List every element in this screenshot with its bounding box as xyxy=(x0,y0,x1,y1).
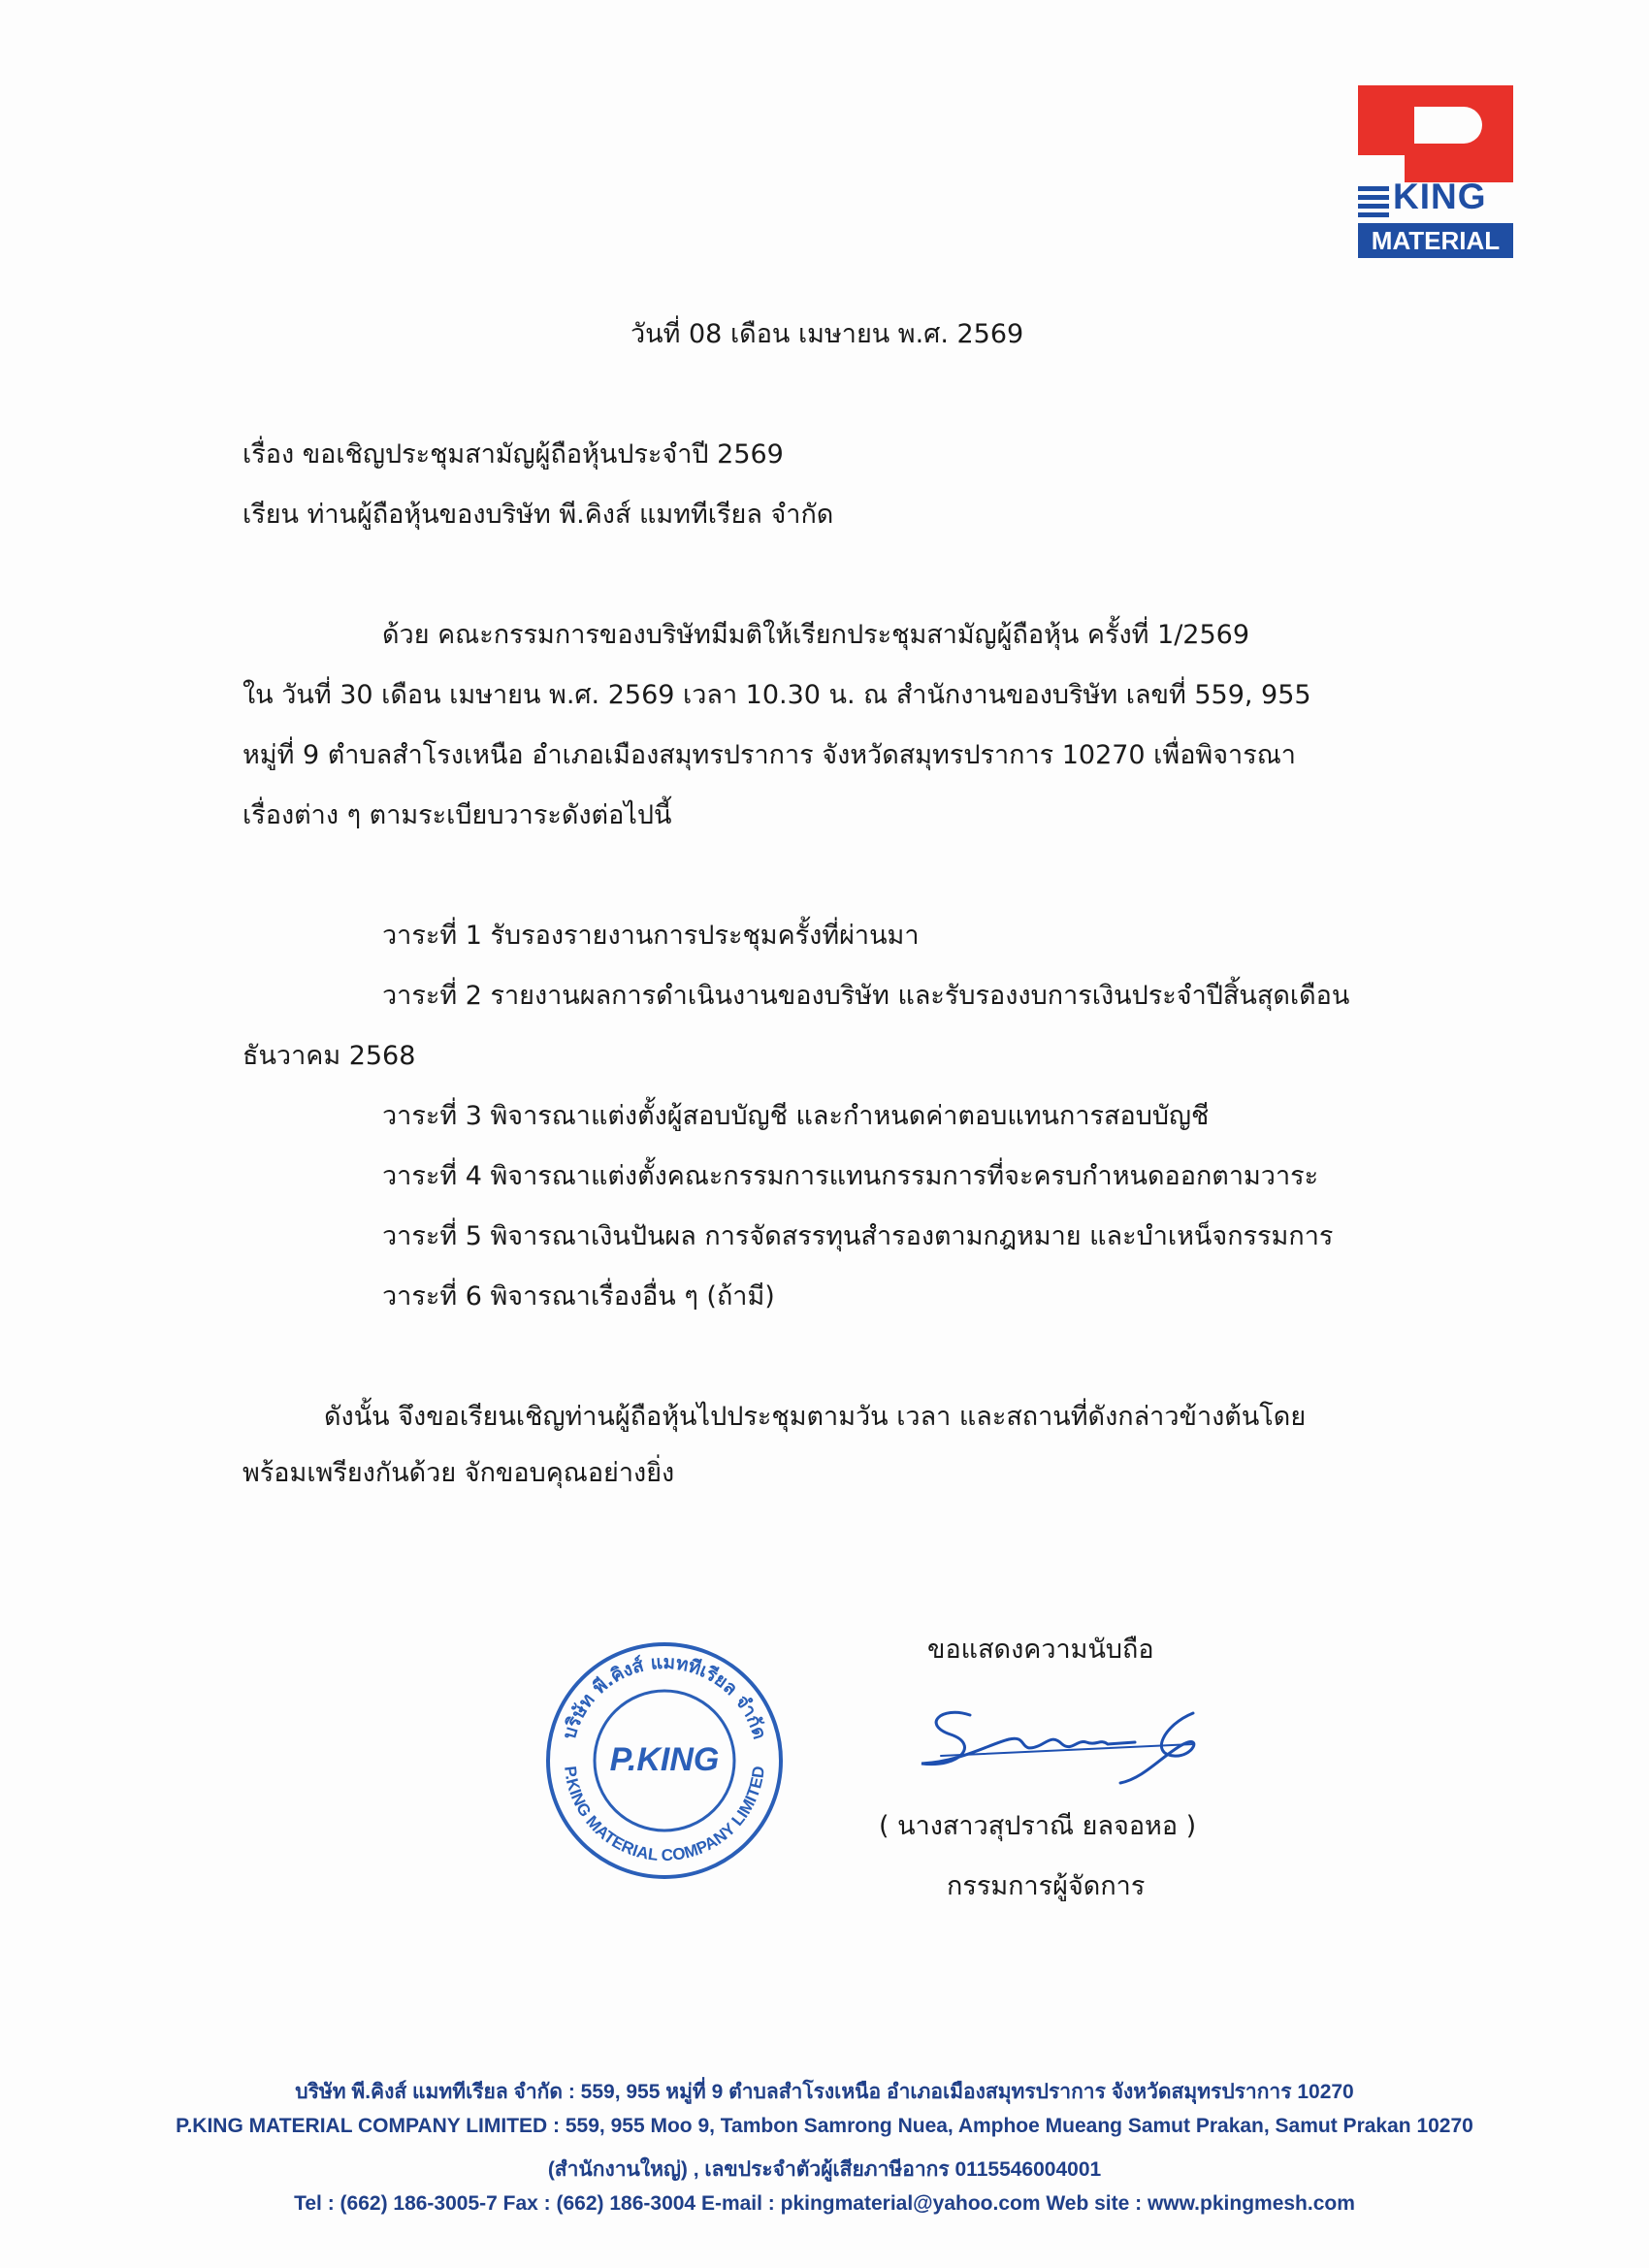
handwritten-signature xyxy=(902,1686,1222,1793)
logo-stripes xyxy=(1358,186,1389,221)
company-seal xyxy=(543,1639,786,1882)
signer-position: กรรมการผู้จัดการ xyxy=(947,1871,1146,1901)
seal-center-text: P.KING xyxy=(609,1741,720,1778)
letter-date: วันที่ 08 เดือน เมษายน พ.ศ. 2569 xyxy=(630,319,1024,349)
agenda-item: วาระที่ 6 พิจารณาเรื่องอื่น ๆ (ถ้ามี) xyxy=(382,1281,775,1312)
agenda-item: วาระที่ 1 รับรองรายงานการประชุมครั้งที่ผ่านมา xyxy=(382,921,920,951)
footer-address-en: P.KING MATERIAL COMPANY LIMITED : 559, 955 Moo 9, Tambon Samrong Nuea, Amphoe Mueang Samut Prakan, Samut Prakan 10270 xyxy=(176,2115,1473,2137)
body-line: เรื่องต่าง ๆ ตามระเบียบวาระดังต่อไปนี้ xyxy=(242,800,672,830)
body-line: หมู่ที่ 9 ตำบลสำโรงเหนือ อำเภอเมืองสมุทรปราการ จังหวัดสมุทรปราการ 10270 เพื่อพิจารณา xyxy=(242,740,1296,770)
closing-line: พร้อมเพรียงกันด้วย จักขอบคุณอย่างยิ่ง xyxy=(242,1458,675,1488)
body-line: ด้วย คณะกรรมการของบริษัทมีมติให้เรียกประชุมสามัญผู้ถือหุ้น ครั้งที่ 1/2569 xyxy=(382,620,1250,650)
body-line: ใน วันที่ 30 เดือน เมษายน พ.ศ. 2569 เวลา 10.30 น. ณ สำนักงานของบริษัท เลขที่ 559, 955 xyxy=(242,680,1311,710)
agenda-item: วาระที่ 4 พิจารณาแต่งตั้งคณะกรรมการแทนกรรมการที่จะครบกำหนดออกตามวาระ xyxy=(382,1161,1319,1191)
logo-material-text: MATERIAL xyxy=(1358,223,1513,258)
agenda-item: วาระที่ 5 พิจารณาเงินปันผล การจัดสรรทุนสำรองตามกฎหมาย และบำเหน็จกรรมการ xyxy=(382,1221,1334,1251)
agenda-item: วาระที่ 3 พิจารณาแต่งตั้งผู้สอบบัญชี และกำหนดค่าตอบแทนการสอบบัญชี xyxy=(382,1101,1210,1131)
letter-recipient: เรียน ท่านผู้ถือหุ้นของบริษัท พี.คิงส์ แมททีเรียล จำกัด xyxy=(242,500,834,530)
footer-contact: Tel : (662) 186-3005-7 Fax : (662) 186-3004 E-mail : pkingmaterial@yahoo.com Web site : www.pkingmesh.com xyxy=(294,2192,1355,2215)
seal-outer-text: บริษัท พี.คิงส์ แมททีเรียล จำกัด xyxy=(558,1651,771,1742)
agenda-item-continued: ธันวาคม 2568 xyxy=(242,1041,416,1071)
signoff-regards: ขอแสดงความนับถือ xyxy=(927,1635,1154,1665)
agenda-item: วาระที่ 2 รายงานผลการดำเนินงานของบริษัท และรับรองงบการเงินประจำปีสิ้นสุดเดือน xyxy=(382,981,1350,1011)
signer-name: ( นางสาวสุปราณี ยลจอหอ ) xyxy=(879,1811,1197,1841)
seal-outer-text-en: P.KING MATERIAL COMPANY LIMITED xyxy=(561,1765,768,1865)
footer-address-th: บริษัท พี.คิงส์ แมททีเรียล จำกัด : 559, 955 หมู่ที่ 9 ตำบลสำโรงเหนือ อำเภอเมืองสมุทรปราการ จังหวัดสมุทรปราการ 10270 xyxy=(295,2081,1354,2103)
footer-tax-id: (สำนักงานใหญ่) , เลขประจำตัวผู้เสียภาษีอากร 0115546004001 xyxy=(547,2158,1102,2181)
logo-p-counter xyxy=(1414,107,1482,144)
letter-subject: เรื่อง ขอเชิญประชุมสามัญผู้ถือหุ้นประจำปี 2569 xyxy=(242,439,784,470)
company-logo xyxy=(1358,85,1513,260)
closing-line: ดังนั้น จึงขอเรียนเชิญท่านผู้ถือหุ้นไปประชุมตามวัน เวลา และสถานที่ดังกล่าวข้างต้นโดย xyxy=(324,1402,1307,1432)
logo-king-text: KING xyxy=(1393,177,1487,216)
